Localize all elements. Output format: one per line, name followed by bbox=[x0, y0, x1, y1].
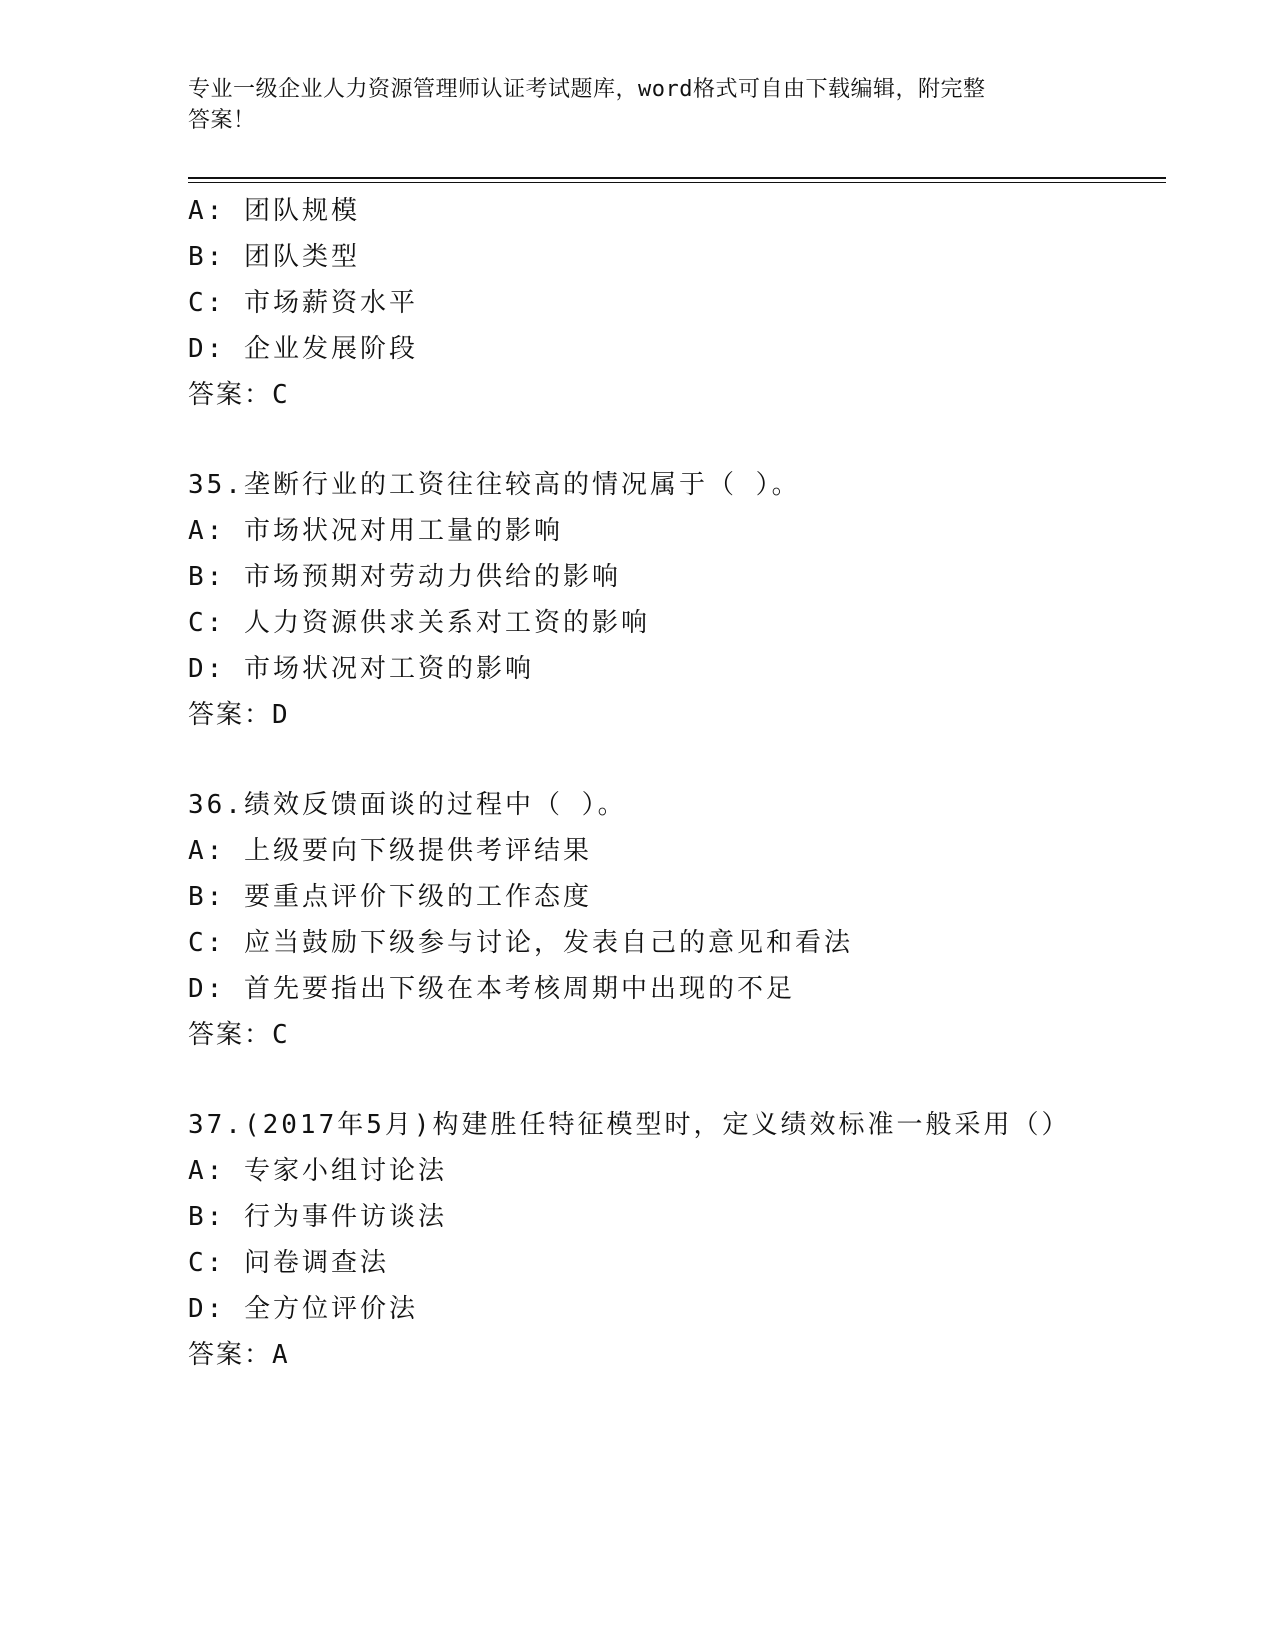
answer-line bbox=[188, 372, 1168, 418]
question-stem: 36.绩效反馈面谈的过程中（ ）。 bbox=[188, 790, 627, 820]
answer-line bbox=[188, 1332, 1168, 1378]
option-b: B: 市场预期对劳动力供给的影响 bbox=[188, 562, 621, 592]
question-block-35 bbox=[188, 462, 1168, 738]
question-stem: 35.垄断行业的工资往往较高的情况属于（ ）。 bbox=[188, 470, 801, 500]
answer-line bbox=[188, 692, 1168, 738]
question-block-34 bbox=[188, 188, 1168, 418]
option-b: B: 要重点评价下级的工作态度 bbox=[188, 882, 592, 912]
header-divider-thin bbox=[188, 182, 1166, 183]
answer-label: 答案： bbox=[188, 1340, 273, 1370]
answer-label: 答案： bbox=[188, 700, 273, 730]
option-d: D: 全方位评价法 bbox=[188, 1294, 418, 1324]
option-c: C: 问卷调查法 bbox=[188, 1248, 389, 1278]
answer-label: 答案： bbox=[188, 1020, 273, 1050]
answer-label: 答案： bbox=[188, 380, 273, 410]
option-a: A: 专家小组讨论法 bbox=[188, 1156, 447, 1186]
option-b: B: 行为事件访谈法 bbox=[188, 1202, 447, 1232]
answer-line bbox=[188, 1012, 1168, 1058]
question-stem: 37.(2017年5月)构建胜任特征模型时，定义绩效标准一般采用（） bbox=[188, 1110, 1071, 1140]
document-header bbox=[188, 74, 1088, 136]
header-line-1: 专业一级企业人力资源管理师认证考试题库，word格式可自由下载编辑，附完整 bbox=[188, 77, 986, 102]
option-c: C: 应当鼓励下级参与讨论，发表自己的意见和看法 bbox=[188, 928, 853, 958]
answer-value: C bbox=[272, 1020, 289, 1050]
option-b: B: 团队类型 bbox=[188, 242, 360, 272]
option-a: A: 上级要向下级提供考评结果 bbox=[188, 836, 592, 866]
header-divider-thick bbox=[188, 177, 1166, 179]
option-a: A: 团队规模 bbox=[188, 196, 360, 226]
option-d: D: 首先要指出下级在本考核周期中出现的不足 bbox=[188, 974, 795, 1004]
question-block-36 bbox=[188, 782, 1168, 1058]
option-a: A: 市场状况对用工量的影响 bbox=[188, 516, 563, 546]
answer-value: A bbox=[272, 1340, 289, 1370]
answer-value: C bbox=[272, 380, 289, 410]
option-d: D: 企业发展阶段 bbox=[188, 334, 418, 364]
question-block-37 bbox=[188, 1102, 1168, 1378]
question-list bbox=[188, 188, 1168, 1378]
option-c: C: 人力资源供求关系对工资的影响 bbox=[188, 608, 650, 638]
option-d: D: 市场状况对工资的影响 bbox=[188, 654, 534, 684]
header-line-2: 答案！ bbox=[188, 108, 256, 133]
answer-value: D bbox=[272, 700, 289, 730]
option-c: C: 市场薪资水平 bbox=[188, 288, 418, 318]
